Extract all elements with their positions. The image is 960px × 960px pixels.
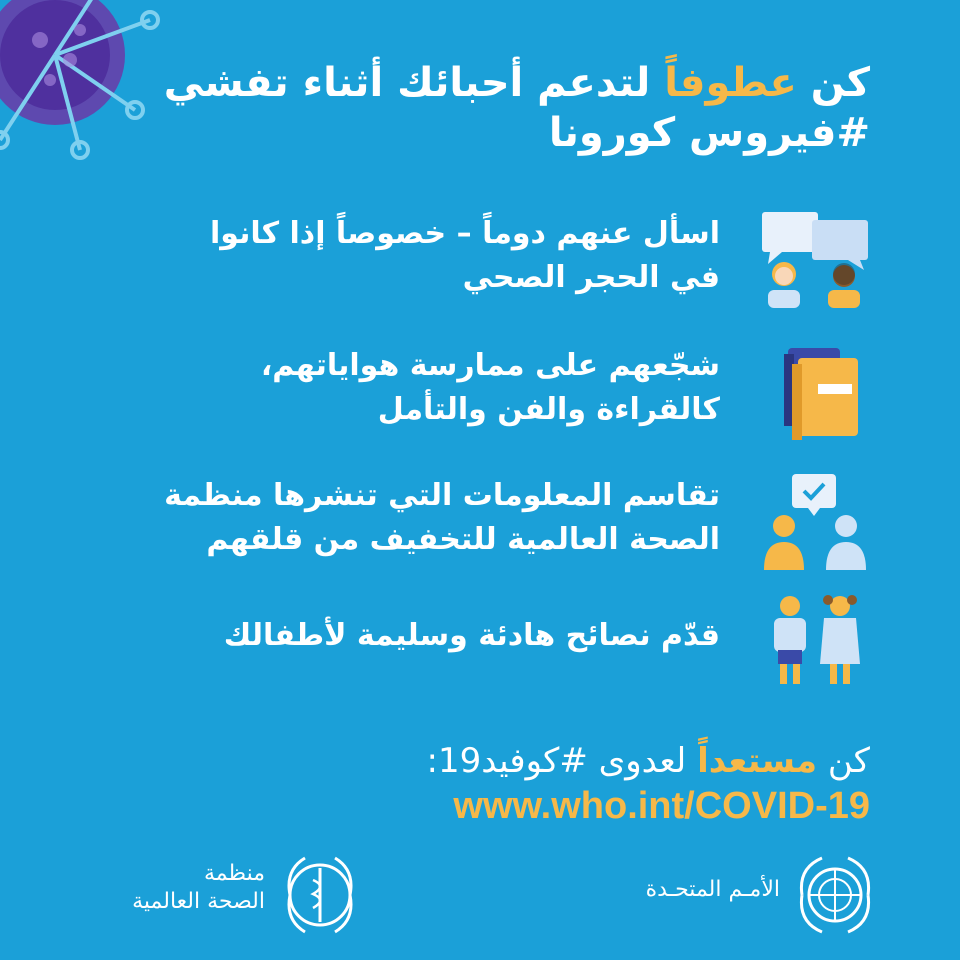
who-logo-text: منظمة الصحة العالمية	[132, 861, 265, 914]
prepare-line: كن مستعداً لعدوى #كوفيد19:	[426, 741, 870, 781]
prepare-highlight: مستعداً	[697, 741, 818, 781]
who-emblem-icon	[275, 850, 365, 940]
tip-text-4: قدّم نصائح هادئة وسليمة لأطفالك	[223, 618, 720, 653]
children-icon	[760, 592, 870, 692]
tip-item-4	[50, 592, 870, 702]
books-icon	[760, 344, 870, 444]
who-logo	[85, 850, 365, 940]
who-url-link[interactable]: www.who.int/COVID-19	[453, 785, 870, 827]
un-logo	[600, 850, 880, 940]
tip-item-3	[50, 474, 870, 584]
headline-highlight: عطوفاً	[664, 60, 797, 106]
un-logo-text: الأمـم المتحـدة	[645, 877, 780, 902]
tip-text-3: تقاسم المعلومات التي تنشرها منظمة الصحة العالمية للتخفيف من قلقهم	[164, 478, 720, 557]
tip-text-1: اسأل عنهم دوماً – خصوصاً إذا كانوا في الحجر الصحي	[210, 216, 720, 295]
tip-item-1	[50, 212, 870, 322]
un-emblem-icon	[790, 850, 880, 940]
headline	[110, 58, 870, 158]
tip-item-2	[50, 344, 870, 454]
people-check-icon	[760, 474, 870, 574]
tip-text-2: شجّعهم على ممارسة هواياتهم، كالقراءة والفن والتأمل	[260, 348, 720, 427]
chat-people-icon	[760, 212, 870, 312]
headline-line-1: كن عطوفاً لتدعم أحبائك أثناء تفشي	[163, 60, 870, 106]
headline-line-2: #فيروس كورونا	[548, 110, 870, 156]
